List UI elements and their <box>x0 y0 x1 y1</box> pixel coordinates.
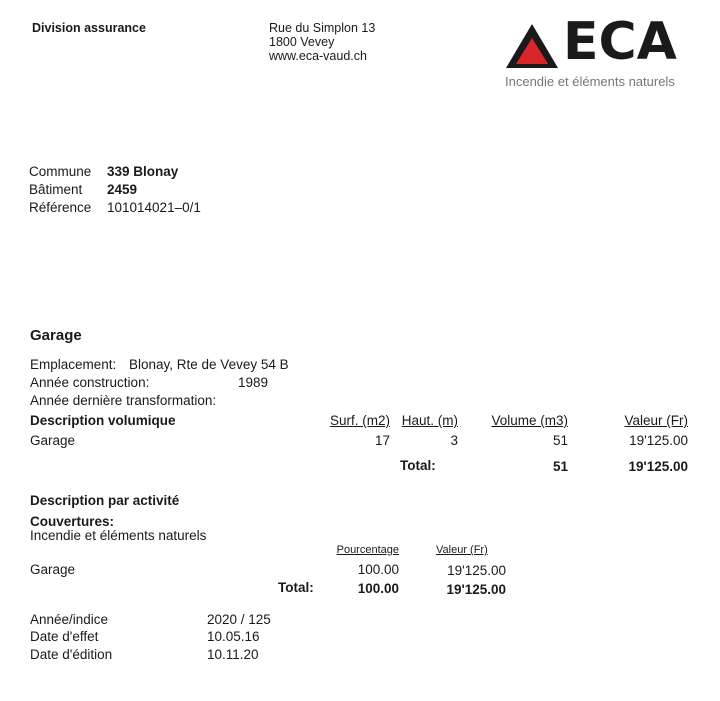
total-valeur: 19'125.00 <box>628 459 688 474</box>
date-edition-value: 10.11.20 <box>207 647 259 662</box>
logo-tagline: Incendie et éléments naturels <box>505 74 675 89</box>
division-label: Division assurance <box>32 21 146 35</box>
header-surf: Surf. (m2) <box>329 413 390 428</box>
annee-indice-label: Année/indice <box>30 612 109 627</box>
header-haut: Haut. (m) <box>401 413 458 428</box>
row-valeur: 19'125.00 <box>629 433 688 448</box>
annee-transformation-label: Année dernière transformation: <box>30 393 217 408</box>
activite-total-valeur: 19'125.00 <box>446 582 506 597</box>
batiment-label: Bâtiment <box>29 182 83 197</box>
header-pourcentage: Pourcentage <box>336 544 399 556</box>
commune-value: 339 Blonay <box>107 164 179 179</box>
logo-text: ECA <box>563 12 677 72</box>
address-city: 1800 Vevey <box>269 35 335 49</box>
activite-row-valeur: 19'125.00 <box>447 563 506 578</box>
annee-indice-value: 2020 / 125 <box>207 612 271 627</box>
batiment-value: 2459 <box>107 182 138 197</box>
total-volume: 51 <box>552 459 568 474</box>
reference-value: 101014021–0/1 <box>107 200 201 215</box>
emplacement-label: Emplacement: <box>30 357 117 372</box>
address-street: Rue du Simplon 13 <box>269 21 376 35</box>
activite-title: Description par activité <box>30 493 180 508</box>
annee-construction-value: 1989 <box>238 375 269 390</box>
header-valeur: Valeur (Fr) <box>624 413 688 428</box>
activite-total-pourcentage: 100.00 <box>357 581 399 596</box>
commune-label: Commune <box>29 164 92 179</box>
header-volume: Volume (m3) <box>491 413 568 428</box>
logo-triangle-icon <box>504 22 560 70</box>
address-website: www.eca-vaud.ch <box>269 49 367 63</box>
date-effet-label: Date d'effet <box>30 629 99 644</box>
row-volume: 51 <box>552 433 568 448</box>
couverture-value: Incendie et éléments naturels <box>30 528 207 543</box>
activite-row-label: Garage <box>30 562 76 577</box>
total-label: Total: <box>400 458 436 473</box>
emplacement-value: Blonay, Rte de Vevey 54 B <box>129 357 289 372</box>
activite-total-label: Total: <box>278 580 314 595</box>
row-haut: 3 <box>450 433 458 448</box>
date-edition-label: Date d'édition <box>30 647 113 662</box>
header-valeur-activite: Valeur (Fr) <box>436 544 488 556</box>
activite-row-pourcentage: 100.00 <box>357 562 399 577</box>
reference-label: Référence <box>29 200 92 215</box>
section-title: Garage <box>30 327 82 344</box>
couvertures-label: Couvertures: <box>30 514 115 529</box>
volumique-title: Description volumique <box>30 413 176 428</box>
date-effet-value: 10.05.16 <box>207 629 260 644</box>
row-label: Garage <box>30 433 76 448</box>
row-surf: 17 <box>374 433 390 448</box>
annee-construction-label: Année construction: <box>30 375 150 390</box>
